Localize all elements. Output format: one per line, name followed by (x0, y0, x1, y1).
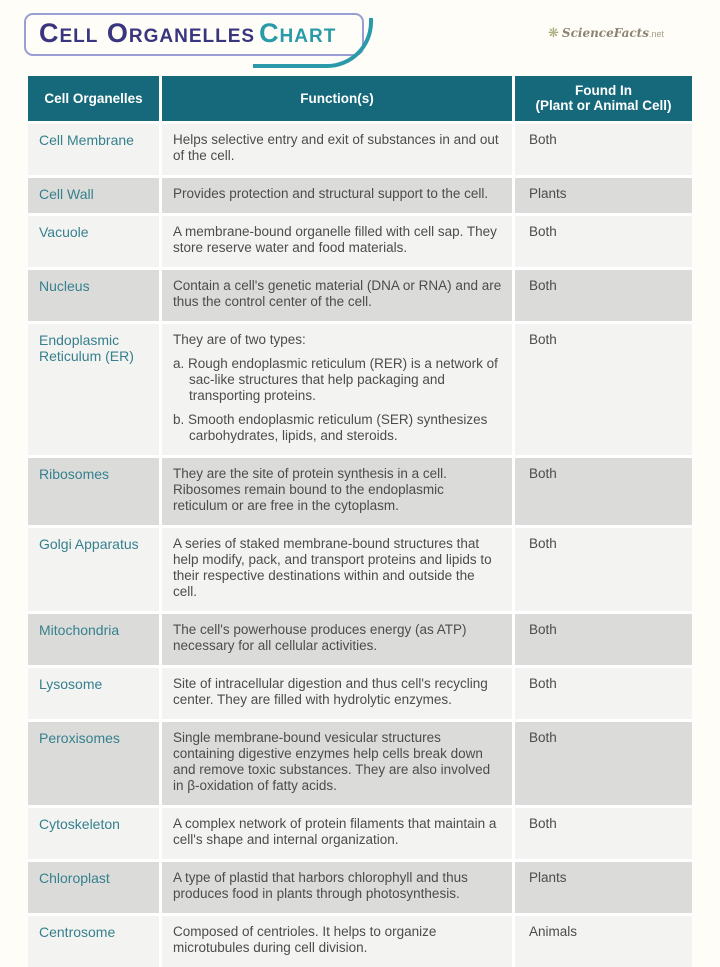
col-header-functions: Function(s) (162, 76, 515, 121)
organelle-name-cell: Ribosomes (28, 455, 162, 525)
found-in-cell: Plants (515, 175, 692, 213)
table-row (28, 913, 692, 967)
organelle-name-cell: Endoplasmic Reticulum (ER) (28, 321, 162, 455)
flower-icon: ❋ (548, 25, 559, 40)
found-in-cell: Both (515, 805, 692, 859)
found-in-cell: Both (515, 213, 692, 267)
table-row (28, 665, 692, 719)
organelle-name-cell: Centrosome (28, 913, 162, 967)
table-row (28, 859, 692, 913)
table-header-row (28, 76, 692, 121)
table-row (28, 321, 692, 455)
col-header-found-in (515, 76, 692, 121)
function-cell: Site of intracellular digestion and thus cell's recycling center. They are filled with hydrolytic enzymes. (162, 665, 515, 719)
table-row (28, 267, 692, 321)
page-header (0, 0, 720, 62)
found-in-cell: Both (515, 321, 692, 455)
organelle-name-cell: Lysosome (28, 665, 162, 719)
logo-text: ScienceFacts (561, 26, 649, 40)
table-row (28, 525, 692, 611)
col-header-found-in-line2: (Plant or Animal Cell) (535, 98, 672, 113)
function-cell: They are of two types: a. Rough endoplasmic reticulum (RER) is a network of sac-like structures that help packaging and transporting proteins. b. Smooth endoplasmic reticulum (SER) synthesizes carbohydrates, lipids, and steroids. (162, 321, 515, 455)
found-in-cell: Both (515, 665, 692, 719)
function-cell: Provides protection and structural support to the cell. (162, 175, 515, 213)
function-cell: A complex network of protein filaments that maintain a cell's shape and internal organization. (162, 805, 515, 859)
function-cell: Contain a cell's genetic material (DNA or RNA) and are thus the control center of the cell. (162, 267, 515, 321)
title-box (24, 13, 364, 56)
organelle-name-cell: Nucleus (28, 267, 162, 321)
found-in-cell: Both (515, 525, 692, 611)
function-cell: A series of staked membrane-bound structures that help modify, pack, and transport proteins and lipids to their respective destinations within and outside the cell. (162, 525, 515, 611)
found-in-cell: Both (515, 719, 692, 805)
organelle-name-cell: Mitochondria (28, 611, 162, 665)
sciencefacts-logo (548, 26, 664, 41)
organelle-name-cell: Chloroplast (28, 859, 162, 913)
found-in-cell: Animals (515, 913, 692, 967)
table-row (28, 611, 692, 665)
function-cell: Helps selective entry and exit of substances in and out of the cell. (162, 121, 515, 175)
organelle-name-cell: Cell Membrane (28, 121, 162, 175)
table-row (28, 121, 692, 175)
function-cell: They are the site of protein synthesis in a cell. Ribosomes remain bound to the endoplasmic reticulum or are free in the cytoplasm. (162, 455, 515, 525)
found-in-cell: Both (515, 611, 692, 665)
found-in-cell: Both (515, 455, 692, 525)
page-title: Cell Organelles (39, 18, 256, 48)
found-in-cell: Both (515, 267, 692, 321)
found-in-cell: Both (515, 121, 692, 175)
col-header-found-in-line1: Found In (575, 83, 632, 98)
function-cell: A membrane-bound organelle filled with cell sap. They store reserve water and food materials. (162, 213, 515, 267)
function-cell: Single membrane-bound vesicular structures containing digestive enzymes help cells break down and remove toxic substances. They are also involved in β-oxidation of fatty acids. (162, 719, 515, 805)
organelle-name-cell: Cytoskeleton (28, 805, 162, 859)
page-title-accent: Chart (259, 18, 337, 48)
organelle-name-cell: Peroxisomes (28, 719, 162, 805)
table-body (28, 121, 692, 967)
function-cell: Composed of centrioles. It helps to organize microtubules during cell division. (162, 913, 515, 967)
table-row (28, 175, 692, 213)
col-header-organelles: Cell Organelles (28, 76, 162, 121)
found-in-cell: Plants (515, 859, 692, 913)
organelle-name-cell: Cell Wall (28, 175, 162, 213)
table-row (28, 213, 692, 267)
logo-suffix: .net (648, 29, 664, 39)
table-row (28, 719, 692, 805)
organelle-name-cell: Vacuole (28, 213, 162, 267)
function-cell: A type of plastid that harbors chlorophyll and thus produces food in plants through photosynthesis. (162, 859, 515, 913)
table-row (28, 455, 692, 525)
organelles-table (28, 76, 692, 967)
organelle-name-cell: Golgi Apparatus (28, 525, 162, 611)
function-cell: The cell's powerhouse produces energy (as ATP) necessary for all cellular activities. (162, 611, 515, 665)
table-row (28, 805, 692, 859)
